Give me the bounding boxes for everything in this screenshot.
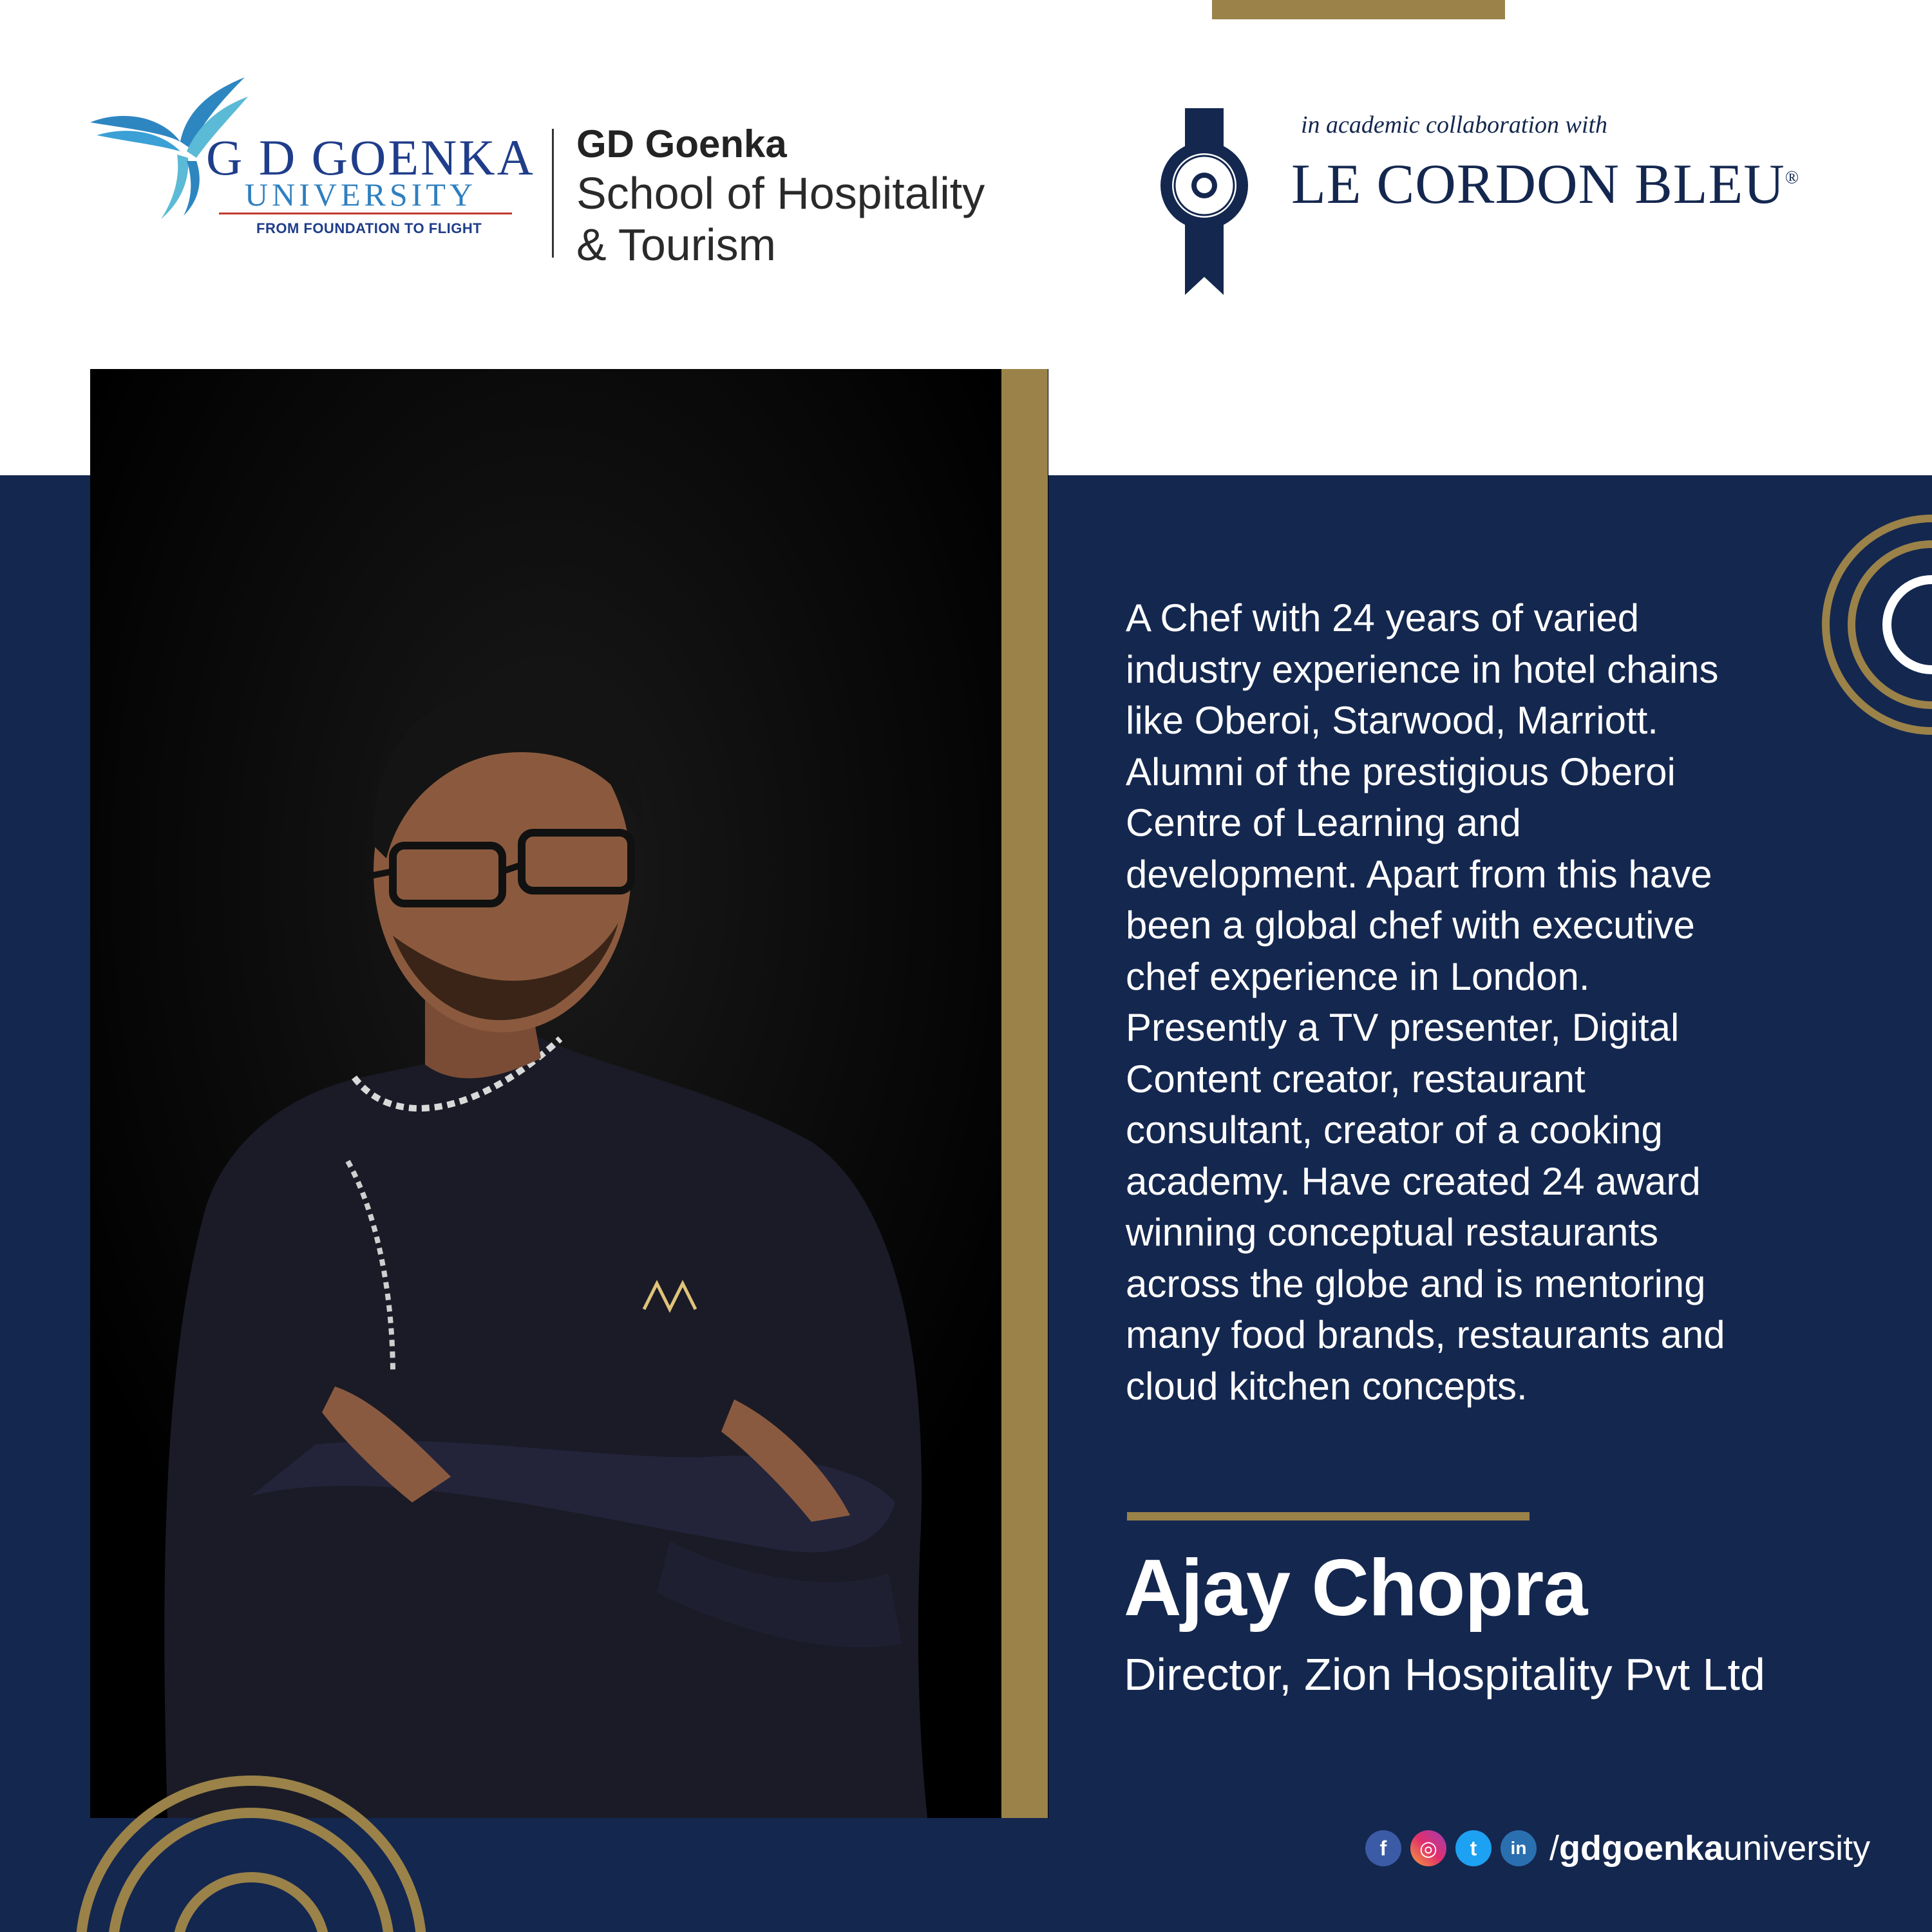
school-name-block — [576, 121, 985, 270]
handle-prefix: / — [1549, 1829, 1560, 1868]
social-handle — [1549, 1828, 1870, 1868]
handle-bold: gdgoenka — [1559, 1829, 1724, 1868]
university-subtitle: UNIVERSITY — [245, 176, 477, 213]
logo-divider-line — [219, 213, 512, 214]
school-name-line3: & Tourism — [576, 220, 776, 270]
gd-goenka-university-logo — [84, 71, 535, 270]
name-divider — [1127, 1512, 1530, 1520]
header-divider — [552, 129, 554, 258]
linkedin-icon[interactable]: in — [1501, 1830, 1537, 1866]
handle-rest: university — [1723, 1829, 1871, 1868]
gold-accent-bar-top — [1212, 0, 1505, 19]
partner-name — [1291, 152, 1799, 217]
school-name-line1: GD Goenka — [576, 122, 787, 166]
collaboration-tagline: in academic collaboration with — [1301, 111, 1608, 138]
chef-portrait-photo — [90, 369, 1048, 1818]
gold-accent-bar-side — [1001, 369, 1048, 1818]
chef-name: Ajay Chopra — [1124, 1544, 1587, 1633]
decorative-rings-bottom — [64, 1739, 464, 1932]
twitter-icon[interactable]: t — [1455, 1830, 1492, 1866]
university-name: G D GOENKA — [206, 129, 535, 185]
partner-name-text: LE CORDON BLEU — [1291, 153, 1785, 216]
instagram-icon[interactable]: ◎ — [1410, 1830, 1446, 1866]
chef-job-title: Director, Zion Hospitality Pvt Ltd — [1124, 1649, 1765, 1700]
le-cordon-bleu-seal-icon — [1159, 108, 1249, 295]
school-name-line2: School of Hospitality — [576, 168, 985, 218]
chef-bio-text: A Chef with 24 years of varied industry experience in hotel chains like Oberoi, Starwood, Marriott. Alumni of the prestigious Oberoi Centre of Learning and development. Apart from this have been a global chef with executive chef experience in London. Presently a TV presenter, Digital Content creator, restaurant consultant, creator of a cooking academy. Have created 24 award winning conceptual restaurants across the globe and is mentoring many food brands, restaurants and cloud kitchen concepts. — [1126, 596, 1725, 1408]
facebook-icon[interactable]: f — [1365, 1830, 1401, 1866]
chef-portrait-illustration — [90, 369, 1001, 1818]
university-tagline: FROM FOUNDATION TO FLIGHT — [256, 220, 482, 236]
decorative-rings-right — [1816, 509, 1932, 766]
social-media-bar — [1365, 1826, 1870, 1871]
registered-mark: ® — [1785, 167, 1800, 188]
